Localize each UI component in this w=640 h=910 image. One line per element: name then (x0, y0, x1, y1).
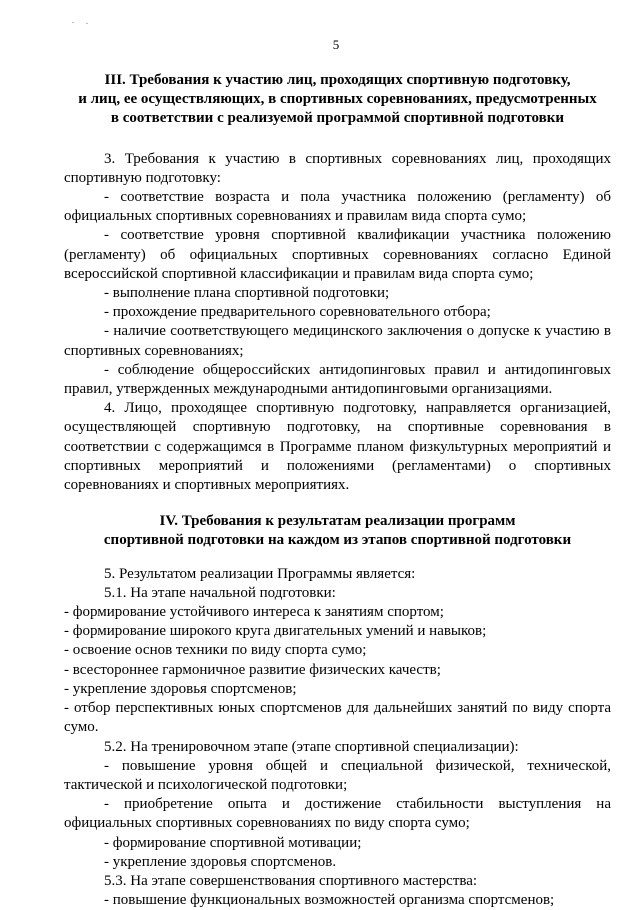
page-number: 5 (332, 37, 340, 52)
paragraph: - прохождение предварительного соревновательного отбора; (104, 304, 491, 321)
list-item: - формирование спортивной мотивации; (104, 834, 362, 851)
paragraph: - соблюдение общероссийских антидопинговых правил и антидопинговых правил, утвержденных международными антидопинговыми организациями. (64, 361, 611, 398)
heading-line: IV. Требования к результатам реализации программ (159, 513, 516, 530)
heading-line: в соответствии с реализуемой программой спортивной подготовки (110, 110, 565, 127)
heading-line: спортивной подготовки на каждом из этапов спортивной подготовки (103, 532, 572, 549)
scan-artifact (86, 23, 88, 24)
list-item: - всестороннее гармоничное развитие физических качеств; (64, 661, 441, 678)
list-item: - формирование широкого круга двигательных умений и навыков; (64, 623, 487, 640)
list-item: - приобретение опыта и достижение стабильности выступления на официальных спортивных соревнованиях по виду спорта сумо; (64, 796, 611, 832)
list-item: - повышение уровня общей и специальной физической, технической, тактической и психологической подготовки; (64, 757, 611, 793)
paragraph: 4. Лицо, проходящее спортивную подготовку, направляется организацией, осуществляющей спортивную подготовку, на спортивные соревнования в соответствии с содержащимся в Программе планом физкультурных мероприятий и спортивных мероприятий и положениями (регламентами) о спортивных соревнованиях и спортивных мероприятиях. (64, 400, 611, 494)
paragraph: 5.2. На тренировочном этапе (этапе спортивной специализации): (104, 738, 519, 755)
list-item: - укрепление здоровья спортсменов. (104, 853, 337, 870)
paragraph: - соответствие уровня спортивной квалификации участника положению (регламенту) об официальных спортивных соревнованиях согласно Единой всероссийской спортивной классификации и правилам вида спорта сумо; (64, 227, 611, 282)
section-heading-4 (64, 512, 611, 550)
paragraph: 5.3. На этапе совершенствования спортивного мастерства: (104, 872, 478, 889)
list-item: - освоение основ техники по виду спорта сумо; (64, 642, 367, 659)
paragraph: 5.1. На этапе начальной подготовки: (104, 584, 336, 601)
paragraph: 3. Требования к участию в спортивных соревнованиях лиц, проходящих спортивную подготовку: (64, 150, 611, 186)
heading-line: III. Требования к участию лиц, проходящих спортивную подготовку, (104, 72, 571, 88)
paragraph: - соответствие возраста и пола участника положению (регламенту) об официальных спортивных соревнованиях и правилам вида спорта сумо; (64, 189, 611, 225)
document-body (64, 71, 611, 910)
scan-artifact (72, 22, 74, 23)
list-item: - укрепление здоровья спортсменов; (64, 680, 297, 697)
heading-line: и лиц, ее осуществляющих, в спортивных соревнованиях, предусмотренных (78, 91, 597, 108)
list-item: - отбор перспективных юных спортсменов для дальнейших занятий по виду спорта сумо. (64, 700, 611, 736)
list-item: - повышение функциональных возможностей организма спортсменов; (104, 892, 555, 909)
paragraph: - выполнение плана спортивной подготовки; (104, 285, 390, 302)
paragraph: - наличие соответствующего медицинского заключения о допуске к участию в спортивных соревнованиях; (64, 323, 611, 359)
paragraph: 5. Результатом реализации Программы является: (104, 565, 416, 582)
section-heading-3 (64, 71, 611, 129)
list-item: - формирование устойчивого интереса к занятиям спортом; (64, 604, 444, 621)
